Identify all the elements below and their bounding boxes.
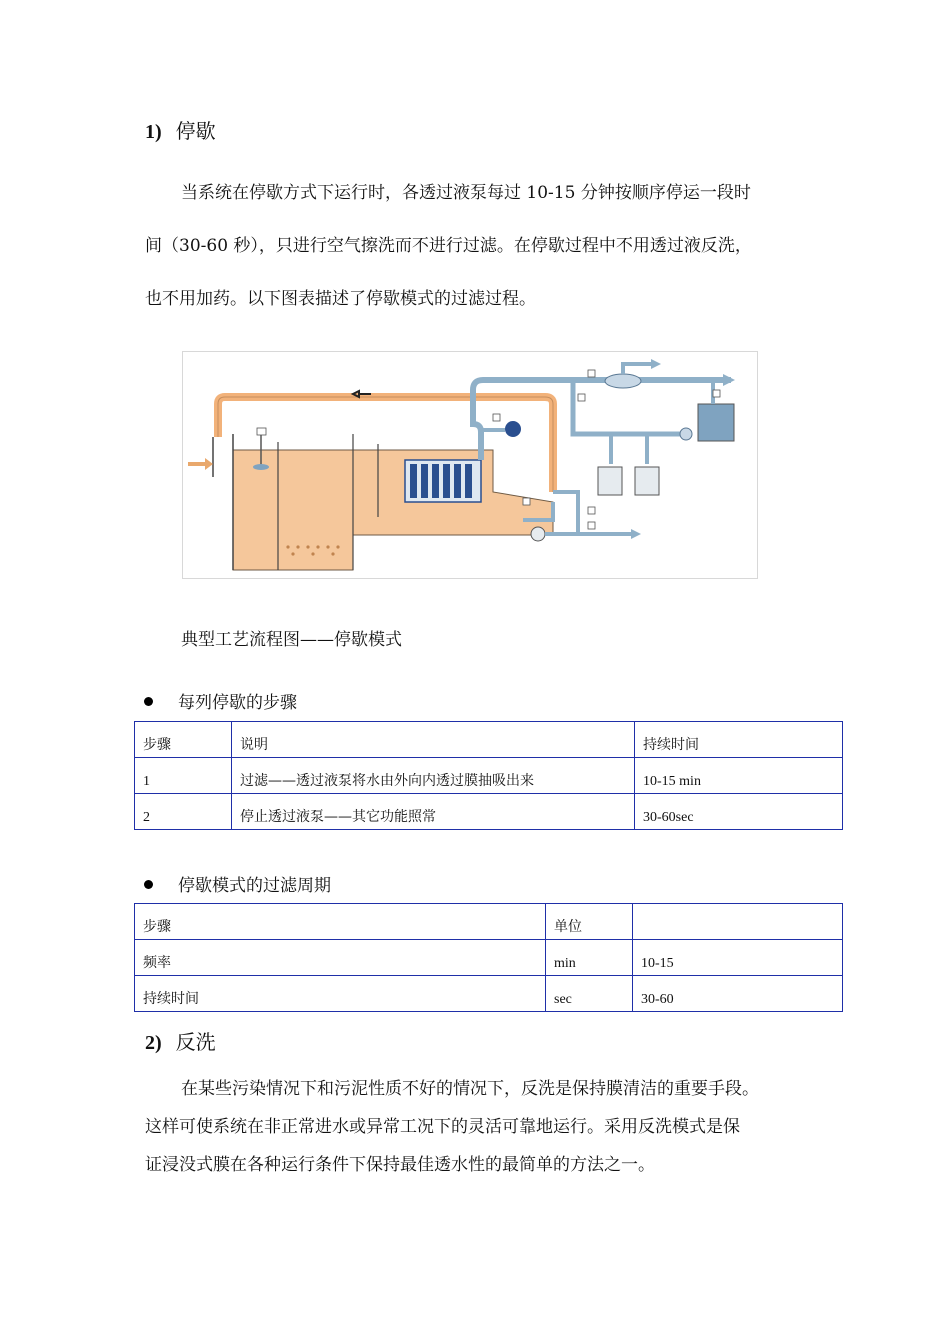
section-1-number: 1)	[145, 121, 162, 143]
permeate-outlet-arrow	[723, 374, 735, 386]
mixer-blade	[253, 464, 269, 470]
inlet-arrow	[188, 458, 213, 470]
paragraph-line: 当系统在停歇方式下运行时，各透过液泵每过 10-15 分钟按顺序停运一段时	[181, 183, 751, 203]
table-cell: 30-60	[633, 976, 843, 1012]
cycle-table	[134, 903, 843, 1012]
table-header-row	[135, 722, 843, 758]
vent-arrow	[651, 359, 661, 369]
blower	[505, 421, 521, 437]
table-cell: sec	[546, 976, 633, 1012]
table-header-cell: 说明	[232, 722, 635, 758]
table-row	[135, 758, 843, 794]
section-1-heading	[145, 115, 216, 144]
bullet-icon	[144, 697, 153, 706]
mixer-motor	[257, 428, 266, 435]
table-header-cell: 步骤	[135, 722, 232, 758]
table-header-cell: 持续时间	[635, 722, 843, 758]
process-flow-svg	[183, 352, 757, 578]
bullet-icon	[144, 880, 153, 889]
permeate-pump	[605, 374, 641, 388]
paragraph-line: 证浸没式膜在各种运行条件下保持最佳透水性的最简单的方法之一。	[145, 1155, 655, 1175]
table-2-title	[144, 871, 331, 896]
backwash-tank	[698, 404, 734, 441]
table-cell: 10-15	[633, 940, 843, 976]
table-cell: min	[546, 940, 633, 976]
process-flow-diagram	[182, 351, 758, 579]
section-2-paragraph	[145, 1070, 809, 1184]
section-2-title: 反洗	[175, 1030, 216, 1054]
section-1-title: 停歇	[175, 119, 216, 143]
paragraph-line: 间（30-60 秒），只进行空气擦洗而不进行过滤。在停歇过程中不用透过液反洗，	[145, 236, 752, 256]
chemical-tank-2	[635, 467, 659, 495]
waste-arrow	[631, 529, 641, 539]
chemical-lines	[611, 434, 647, 464]
vent-pipe	[623, 364, 653, 374]
table-row	[135, 976, 843, 1012]
sludge-return	[553, 492, 578, 534]
table-cell: 过滤——透过液泵将水由外向内透过膜抽吸出来	[232, 758, 635, 794]
chemical-tank-1	[598, 467, 622, 495]
table-2-title-text: 停歇模式的过滤周期	[178, 876, 331, 896]
table-row	[135, 794, 843, 830]
table-1-title	[144, 688, 297, 713]
table-cell: 30-60sec	[635, 794, 843, 830]
table-header-cell	[633, 904, 843, 940]
figure-caption: 典型工艺流程图——停歇模式	[181, 630, 402, 650]
table-header-cell: 步骤	[135, 904, 546, 940]
steps-table	[134, 721, 843, 830]
section-1-paragraph	[145, 167, 809, 326]
section-2-heading	[145, 1026, 216, 1055]
section-2-number: 2)	[145, 1032, 162, 1054]
table-cell: 频率	[135, 940, 546, 976]
table-header-row	[135, 904, 843, 940]
table-cell: 停止透过液泵——其它功能照常	[232, 794, 635, 830]
paragraph-line: 也不用加药。以下图表描述了停歇模式的过滤过程。	[145, 289, 536, 309]
table-1-title-text: 每列停歇的步骤	[178, 693, 297, 713]
table-row	[135, 940, 843, 976]
paragraph-line: 这样可使系统在非正常进水或异常工况下的灵活可靠地运行。采用反洗模式是保	[145, 1117, 740, 1137]
sludge-pump	[531, 527, 545, 541]
permeate-pipe	[473, 380, 573, 460]
tank-fill	[233, 450, 553, 570]
table-cell: 2	[135, 794, 232, 830]
table-cell: 持续时间	[135, 976, 546, 1012]
backwash-pump	[680, 428, 692, 440]
table-cell: 1	[135, 758, 232, 794]
table-header-cell: 单位	[546, 904, 633, 940]
paragraph-line: 在某些污染情况下和污泥性质不好的情况下，反洗是保持膜清洁的重要手段。	[181, 1079, 759, 1099]
table-cell: 10-15 min	[635, 758, 843, 794]
